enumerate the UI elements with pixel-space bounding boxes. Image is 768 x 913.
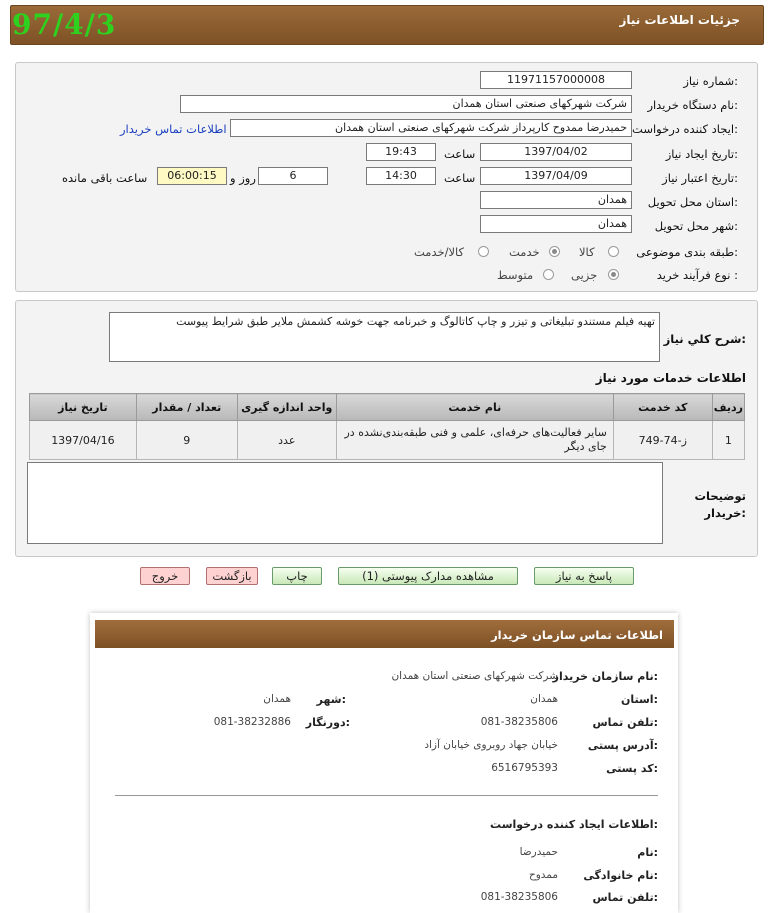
city-label: شهر محل تحویل: <box>654 219 738 233</box>
need-number-field[interactable]: 11971157000008 <box>480 71 632 89</box>
contact-phone-label: تلفن تماس: <box>592 716 658 729</box>
creator-family-label: نام خانوادگی: <box>583 869 658 882</box>
requester-field[interactable]: حمیدرضا ممدوح کارپرداز شرکت شهرکهای صنعتی استان همدان <box>230 119 632 137</box>
exit-button[interactable]: خروج <box>140 567 190 585</box>
cell-unit: عدد <box>237 421 336 460</box>
print-button[interactable]: چاپ <box>272 567 322 585</box>
city-field[interactable]: همدان <box>480 215 632 233</box>
date-stamp: 97/4/3 <box>12 8 117 41</box>
buyer-org-field[interactable]: شرکت شهرکهای صنعتی استان همدان <box>180 95 632 113</box>
col-unit: واحد اندازه گیری <box>237 394 336 421</box>
cell-qty: 9 <box>136 421 237 460</box>
remaining-time-label: ساعت باقی مانده <box>62 171 148 185</box>
description-label: شرح کلي نياز: <box>663 332 746 346</box>
contact-address-label: آدرس پستی: <box>587 739 658 752</box>
contact-address-value: خیابان جهاد روبروی خیابان آزاد <box>424 739 558 751</box>
process-medium-label: متوسط <box>497 268 534 282</box>
contact-org-label: نام سازمان خریدار: <box>552 670 658 683</box>
creator-family-value: ممدوح <box>528 869 558 881</box>
process-minor-radio[interactable] <box>608 269 619 280</box>
process-minor-label: جزیی <box>571 268 598 282</box>
contact-fax-value: 081-38232886 <box>213 716 291 728</box>
col-row: ردیف <box>712 394 744 421</box>
validity-date-field[interactable]: 1397/04/09 <box>480 167 632 185</box>
creator-name-label: نام: <box>637 846 658 859</box>
contact-org-value: شرکت شهرکهای صنعتی استان همدان <box>391 670 558 682</box>
contact-phone-value: 081-38235806 <box>480 716 558 728</box>
col-qty: تعداد / مقدار <box>136 394 237 421</box>
contact-divider <box>115 795 658 796</box>
created-time-field[interactable]: 19:43 <box>366 143 436 161</box>
buyer-notes-label: توضیحات خریدار: <box>694 489 746 520</box>
days-label: روز و <box>230 171 256 185</box>
category-goods-label: کالا <box>579 245 595 259</box>
page-title: جزئیات اطلاعات نیاز <box>619 13 740 27</box>
category-label: طبقه بندی موضوعی: <box>636 245 738 259</box>
col-date: تاریخ نیاز <box>30 394 137 421</box>
validity-date-label: تاریخ اعتبار نیاز: <box>662 171 738 185</box>
category-both-radio[interactable] <box>478 246 489 257</box>
description-textarea[interactable]: تهیه فیلم مستندو تبلیغاتی و تیزر و چاپ کاتالوگ و خبرنامه جهت خوشه کشمش ملایر طبق شرایط پیوست <box>109 312 660 362</box>
attachments-button[interactable]: مشاهده مدارک پیوستی (1) <box>338 567 518 585</box>
category-service-label: خدمت <box>509 245 540 259</box>
contact-card <box>90 613 678 913</box>
remaining-days-field: 6 <box>258 167 328 185</box>
table-row <box>30 421 745 460</box>
contact-city-label: شهر: <box>316 693 346 706</box>
contact-province-label: استان: <box>620 693 658 706</box>
remaining-time-field: 06:00:15 <box>157 167 227 185</box>
contact-city-value: همدان <box>263 693 291 705</box>
province-label: استان محل تحویل: <box>647 195 738 209</box>
creator-phone-label: تلفن تماس: <box>592 891 658 904</box>
buyer-org-label: نام دستگاه خریدار: <box>647 98 738 112</box>
contact-postal-label: کد پستی: <box>606 762 658 775</box>
cell-name: سایر فعالیت‌های حرفه‌ای، علمی و فنی طبقه‌بندی‌نشده در جای دیگر <box>336 421 613 460</box>
category-service-radio[interactable] <box>549 246 560 257</box>
created-date-field[interactable]: 1397/04/02 <box>480 143 632 161</box>
col-code: کد خدمت <box>613 394 712 421</box>
contact-postal-value: 6516795393 <box>491 762 558 774</box>
services-table <box>29 393 745 460</box>
services-title: اطلاعات خدمات مورد نیاز <box>595 371 746 385</box>
created-date-label: تاریخ ایجاد نیاز: <box>665 147 738 161</box>
validity-time-label: ساعت <box>444 171 476 185</box>
reply-button[interactable]: پاسخ به نیاز <box>534 567 634 585</box>
category-both-label: کالا/خدمت <box>414 245 465 259</box>
created-time-label: ساعت <box>444 147 476 161</box>
validity-time-field[interactable]: 14:30 <box>366 167 436 185</box>
category-goods-radio[interactable] <box>608 246 619 257</box>
contact-fax-label: دورنگار: <box>305 716 350 729</box>
cell-row: 1 <box>712 421 744 460</box>
process-label: نوع فرآیند خرید : <box>656 268 738 282</box>
process-medium-radio[interactable] <box>543 269 554 280</box>
buyer-contact-link[interactable]: اطلاعات تماس خریدار <box>120 122 227 136</box>
requester-label: ایجاد کننده درخواست: <box>632 122 738 136</box>
province-field[interactable]: همدان <box>480 191 632 209</box>
buyer-notes-textarea[interactable] <box>27 462 663 544</box>
col-name: نام خدمت <box>336 394 613 421</box>
creator-title: اطلاعات ایجاد کننده درخواست: <box>490 818 658 831</box>
contact-card-title: اطلاعات تماس سازمان خریدار <box>491 628 663 642</box>
contact-province-value: همدان <box>530 693 558 705</box>
cell-code: ز-74-749 <box>613 421 712 460</box>
creator-phone-value: 081-38235806 <box>480 891 558 903</box>
cell-date: 1397/04/16 <box>30 421 137 460</box>
creator-name-value: حمیدرضا <box>519 846 558 858</box>
back-button[interactable]: بازگشت <box>206 567 258 585</box>
need-number-label: شماره نیاز: <box>683 74 738 88</box>
